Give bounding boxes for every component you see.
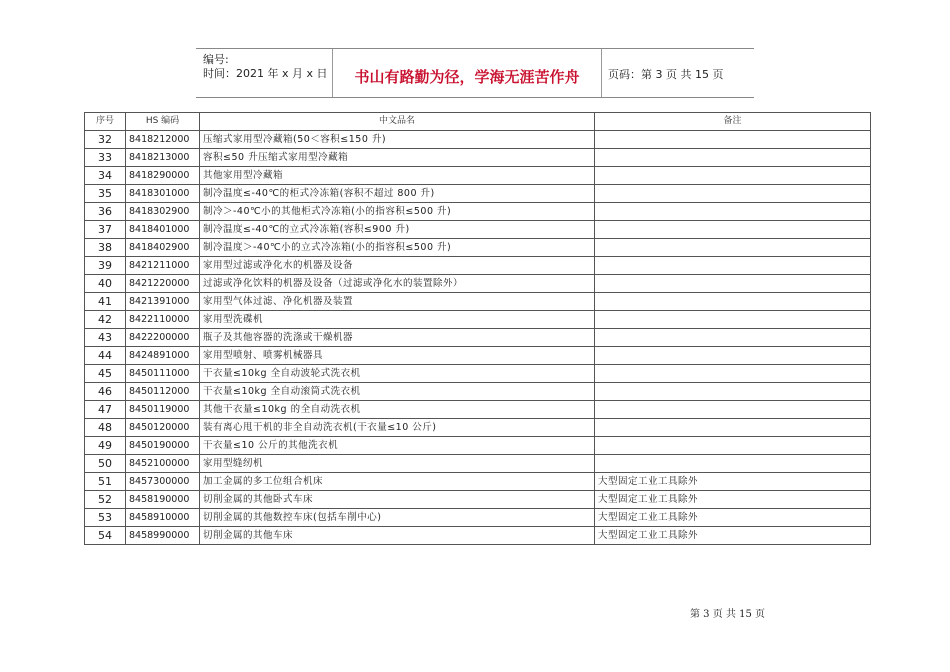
product-name-cell: 切削金属的其他数控车床(包括车削中心) xyxy=(200,509,595,527)
hs-code-cell: 8422200000 xyxy=(126,329,200,347)
product-name-cell: 家用型洗碟机 xyxy=(200,311,595,329)
remark-cell xyxy=(595,185,871,203)
hs-code-cell: 8421391000 xyxy=(126,293,200,311)
product-name-cell: 家用型过滤或净化水的机器及设备 xyxy=(200,257,595,275)
hs-code-cell: 8418401000 xyxy=(126,221,200,239)
table-row xyxy=(85,293,871,311)
table-row xyxy=(85,239,871,257)
product-name-cell: 其他干衣量≤10kg 的全自动洗衣机 xyxy=(200,401,595,419)
hs-code-cell: 8450120000 xyxy=(126,419,200,437)
remark-cell xyxy=(595,437,871,455)
product-name-cell: 过滤或净化饮料的机器及设备（过滤或净化水的装置除外） xyxy=(200,275,595,293)
hs-code-cell: 8418302900 xyxy=(126,203,200,221)
remark-cell xyxy=(595,239,871,257)
row-index-cell: 50 xyxy=(85,455,126,473)
remark-cell xyxy=(595,365,871,383)
table-row xyxy=(85,329,871,347)
row-index-cell: 53 xyxy=(85,509,126,527)
table-header-row xyxy=(85,113,871,131)
hs-code-cell: 8424891000 xyxy=(126,347,200,365)
product-name-cell: 制冷温度≤-40℃的立式冷冻箱(容积≤900 升) xyxy=(200,221,595,239)
hs-code-cell: 8418301000 xyxy=(126,185,200,203)
hs-code-cell: 8418290000 xyxy=(126,167,200,185)
table-row xyxy=(85,437,871,455)
row-index-cell: 44 xyxy=(85,347,126,365)
remark-cell xyxy=(595,275,871,293)
hs-code-cell: 8457300000 xyxy=(126,473,200,491)
hs-code-cell: 8458190000 xyxy=(126,491,200,509)
row-index-cell: 41 xyxy=(85,293,126,311)
product-name-cell: 制冷＞-40℃小的其他柜式冷冻箱(小的指容积≤500 升) xyxy=(200,203,595,221)
row-index-cell: 38 xyxy=(85,239,126,257)
remark-cell xyxy=(595,203,871,221)
hs-code-cell: 8418213000 xyxy=(126,149,200,167)
hs-code-cell: 8418212000 xyxy=(126,131,200,149)
remark-cell xyxy=(595,131,871,149)
remark-cell: 大型固定工业工具除外 xyxy=(595,527,871,545)
row-index-cell: 35 xyxy=(85,185,126,203)
remark-cell xyxy=(595,401,871,419)
row-index-cell: 34 xyxy=(85,167,126,185)
table-row xyxy=(85,149,871,167)
remark-cell xyxy=(595,347,871,365)
column-header-hs-code: HS 编码 xyxy=(126,113,200,131)
remark-cell: 大型固定工业工具除外 xyxy=(595,491,871,509)
table-row xyxy=(85,185,871,203)
remark-cell xyxy=(595,149,871,167)
header-info-cell xyxy=(196,49,333,97)
row-index-cell: 54 xyxy=(85,527,126,545)
row-index-cell: 45 xyxy=(85,365,126,383)
row-index-cell: 46 xyxy=(85,383,126,401)
product-name-cell: 容积≤50 升压缩式家用型冷藏箱 xyxy=(200,149,595,167)
row-index-cell: 52 xyxy=(85,491,126,509)
table-row xyxy=(85,473,871,491)
table-row xyxy=(85,347,871,365)
product-name-cell: 装有离心甩干机的非全自动洗衣机(干衣量≤10 公斤) xyxy=(200,419,595,437)
table-row xyxy=(85,455,871,473)
row-index-cell: 43 xyxy=(85,329,126,347)
product-name-cell: 加工金属的多工位组合机床 xyxy=(200,473,595,491)
hs-code-cell: 8450190000 xyxy=(126,437,200,455)
column-header-index: 序号 xyxy=(85,113,126,131)
document-time-label: 时间：2021 年 x 月 x 日 xyxy=(203,67,328,80)
row-index-cell: 40 xyxy=(85,275,126,293)
header-page-number: 页码：第 3 页 共 15 页 xyxy=(608,68,724,81)
hs-code-cell: 8450119000 xyxy=(126,401,200,419)
hs-code-cell: 8458910000 xyxy=(126,509,200,527)
hs-code-cell: 8452100000 xyxy=(126,455,200,473)
product-name-cell: 切削金属的其他卧式车床 xyxy=(200,491,595,509)
product-name-cell: 切削金属的其他车床 xyxy=(200,527,595,545)
row-index-cell: 49 xyxy=(85,437,126,455)
row-index-cell: 48 xyxy=(85,419,126,437)
product-name-cell: 压缩式家用型冷藏箱(50＜容积≤150 升) xyxy=(200,131,595,149)
table-row xyxy=(85,257,871,275)
row-index-cell: 39 xyxy=(85,257,126,275)
header-motto-cell xyxy=(333,49,602,97)
remark-cell: 大型固定工业工具除外 xyxy=(595,509,871,527)
table-row xyxy=(85,221,871,239)
product-table xyxy=(84,112,871,545)
table-row xyxy=(85,131,871,149)
row-index-cell: 33 xyxy=(85,149,126,167)
row-index-cell: 47 xyxy=(85,401,126,419)
hs-code-cell: 8450112000 xyxy=(126,383,200,401)
table-row xyxy=(85,509,871,527)
table-row xyxy=(85,275,871,293)
remark-cell xyxy=(595,329,871,347)
table-row xyxy=(85,203,871,221)
table-row xyxy=(85,491,871,509)
remark-cell xyxy=(595,419,871,437)
product-name-cell: 家用型气体过滤、净化机器及装置 xyxy=(200,293,595,311)
row-index-cell: 42 xyxy=(85,311,126,329)
document-number-label: 编号: xyxy=(203,53,229,66)
footer-page-number: 第 3 页 共 15 页 xyxy=(690,609,765,620)
product-name-cell: 干衣量≤10 公斤的其他洗衣机 xyxy=(200,437,595,455)
product-name-cell: 家用型喷射、喷雾机械器具 xyxy=(200,347,595,365)
hs-code-cell: 8421211000 xyxy=(126,257,200,275)
product-name-cell: 制冷温度≤-40℃的柜式冷冻箱(容积不超过 800 升) xyxy=(200,185,595,203)
table-row xyxy=(85,167,871,185)
row-index-cell: 36 xyxy=(85,203,126,221)
column-header-remark: 备注 xyxy=(595,113,871,131)
row-index-cell: 51 xyxy=(85,473,126,491)
product-name-cell: 制冷温度＞-40℃小的立式冷冻箱(小的指容积≤500 升) xyxy=(200,239,595,257)
remark-cell xyxy=(595,455,871,473)
row-index-cell: 37 xyxy=(85,221,126,239)
remark-cell xyxy=(595,257,871,275)
hs-code-cell: 8458990000 xyxy=(126,527,200,545)
row-index-cell: 32 xyxy=(85,131,126,149)
product-name-cell: 瓶子及其他容器的洗涤或干燥机器 xyxy=(200,329,595,347)
remark-cell xyxy=(595,311,871,329)
hs-code-cell: 8422110000 xyxy=(126,311,200,329)
product-name-cell: 家用型缝纫机 xyxy=(200,455,595,473)
table-row xyxy=(85,365,871,383)
hs-code-cell: 8421220000 xyxy=(126,275,200,293)
hs-code-cell: 8418402900 xyxy=(126,239,200,257)
motto-text: 书山有路勤为径，学海无涯苦作舟 xyxy=(354,68,580,86)
product-name-cell: 干衣量≤10kg 全自动滚筒式洗衣机 xyxy=(200,383,595,401)
remark-cell xyxy=(595,221,871,239)
product-name-cell: 干衣量≤10kg 全自动波轮式洗衣机 xyxy=(200,365,595,383)
remark-cell: 大型固定工业工具除外 xyxy=(595,473,871,491)
remark-cell xyxy=(595,293,871,311)
document-header xyxy=(196,48,754,98)
table-row xyxy=(85,419,871,437)
table-row xyxy=(85,401,871,419)
header-page-cell xyxy=(602,49,754,97)
hs-code-cell: 8450111000 xyxy=(126,365,200,383)
remark-cell xyxy=(595,383,871,401)
column-header-product-name: 中文品名 xyxy=(200,113,595,131)
product-name-cell: 其他家用型冷藏箱 xyxy=(200,167,595,185)
table-row xyxy=(85,383,871,401)
table-body xyxy=(85,131,871,545)
table-row xyxy=(85,311,871,329)
remark-cell xyxy=(595,167,871,185)
table-row xyxy=(85,527,871,545)
